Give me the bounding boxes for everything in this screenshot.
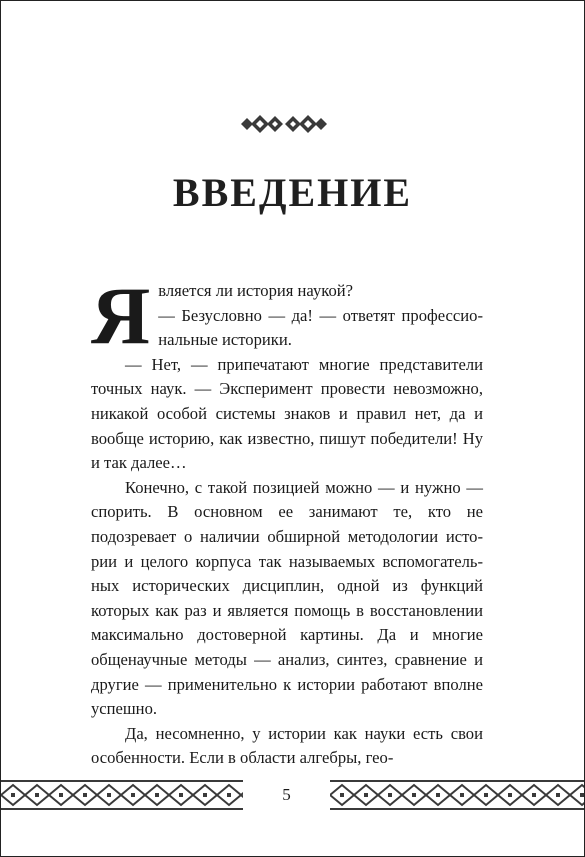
band-dot <box>532 793 536 797</box>
band-dot <box>556 793 560 797</box>
band-dot <box>11 793 15 797</box>
band-dot <box>508 793 512 797</box>
paragraph-3: — Нет, — припечатают многие представители точных наук. — Эксперимент провести невозможно, никакой особой системы знаков и правил нет, да и вообще историю, как известно, пишут победители! Ну и так далее… <box>91 354 483 473</box>
band-dot <box>436 793 440 797</box>
band-dot <box>203 793 207 797</box>
paragraph-5: Да, несомненно, у истории как науки есть свои особенности. Если в области алгебры, гео- <box>91 723 483 768</box>
band-dot <box>388 793 392 797</box>
band-dot <box>580 793 584 797</box>
band-dot <box>460 793 464 797</box>
ornament-band-icon <box>1 780 243 810</box>
band-dot <box>155 793 159 797</box>
paragraph-4: Конечно, с такой позицией можно — и нужно — спорить. В основном ее занимают те, кто не подозревает о наличии обширной методологии истории и целого корпуса так называемых вспомогательных исторических дисциплин, одной из функций которых как раз и является помощь в восстановлении максимально достоверной картины. Да и многие общенаучные методы — анализ, синтез, сравнение и другие — применительно к истории работают вполне успешно. <box>91 477 483 719</box>
band-dot <box>227 793 231 797</box>
band-dot <box>59 793 63 797</box>
ornament-band-icon <box>330 780 584 810</box>
band-dot <box>340 793 344 797</box>
band-dot <box>412 793 416 797</box>
band-dot <box>484 793 488 797</box>
band-dot <box>179 793 183 797</box>
band-dot <box>35 793 39 797</box>
chapter-title: ВВЕДЕНИЕ <box>172 170 413 215</box>
ornament-rhombus-icon <box>241 114 327 134</box>
page-number: 5 <box>282 785 291 804</box>
band-dot <box>364 793 368 797</box>
paragraph-1-text: вляется ли история наукой? <box>158 281 354 300</box>
band-dot <box>83 793 87 797</box>
body-text <box>91 270 483 771</box>
band-dot <box>107 793 111 797</box>
paragraph-2: — Безусловно — да! — ответят профессиональные историки. <box>158 305 483 350</box>
band-dot <box>131 793 135 797</box>
drop-cap: Я <box>91 270 151 361</box>
